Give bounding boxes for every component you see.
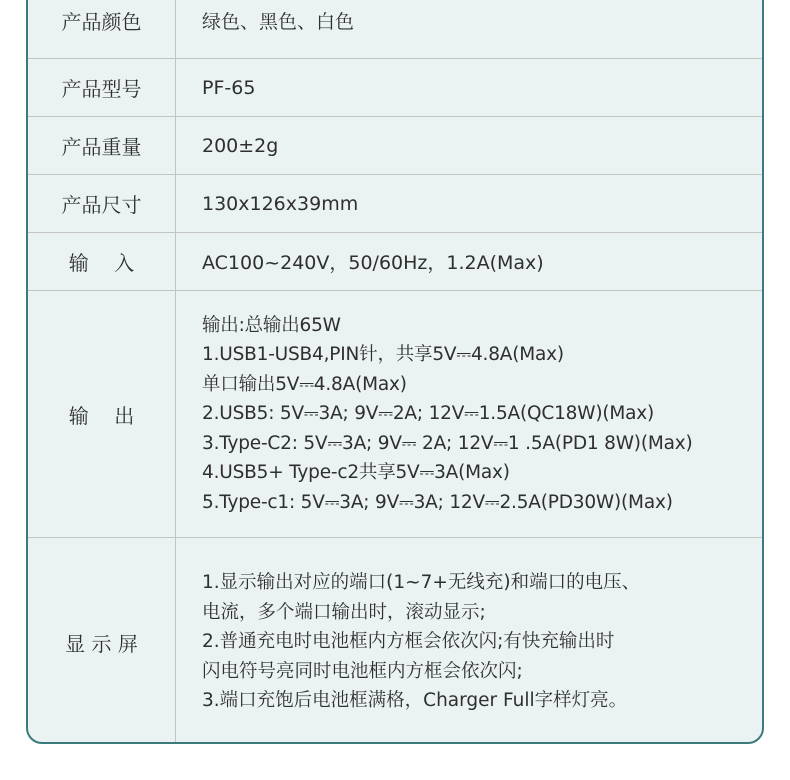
row-output: [28, 291, 762, 538]
value-size: 130x126x39mm: [202, 192, 359, 215]
output-line: 2.USB5: 5V⎓3A; 9V⎓2A; 12V⎓1.5A(QC18W)(Max): [202, 403, 655, 425]
output-line: 4.USB5+ Type-c2共享5V⎓3A(Max): [202, 462, 510, 484]
output-line: 1.USB1-USB4,PIN针，共享5V⎓4.8A(Max): [202, 344, 564, 366]
display-line: 1.显示输出对应的端口(1~7+无线充)和端口的电压、: [202, 572, 641, 594]
value-output: [202, 291, 754, 537]
value-color: 绿色、黑色、白色: [202, 10, 355, 33]
value-weight: 200±2g: [202, 134, 279, 157]
label-display: 显 示 屏: [65, 631, 138, 656]
output-line: 单口输出5V⎓4.8A(Max): [202, 373, 407, 395]
row-model: [28, 59, 762, 117]
output-line: 5.Type-c1: 5V⎓3A; 9V⎓3A; 12V⎓2.5A(PD30W)(Max): [202, 491, 673, 513]
output-line: 输出:总输出65W: [202, 314, 341, 336]
label-weight: 产品重量: [61, 135, 142, 159]
row-weight: [28, 117, 762, 175]
row-color: [28, 0, 762, 59]
row-display: [28, 538, 762, 744]
label-input: 输 入: [68, 251, 135, 275]
row-size: [28, 175, 762, 233]
value-display: [202, 538, 754, 744]
display-line: 3.端口充饱后电池框满格，Charger Full字样灯亮。: [202, 690, 628, 712]
output-line: 3.Type-C2: 5V⎓3A; 9V⎓ 2A; 12V⎓1 .5A(PD1 8W)(Max): [202, 432, 693, 454]
row-input: [28, 233, 762, 291]
display-line: 闪电符号亮同时电池框内方框会依次闪;: [202, 660, 523, 682]
label-output: 输 出: [68, 403, 135, 428]
display-line: 2.普通充电时电池框内方框会依次闪;有快充输出时: [202, 631, 615, 653]
value-input: AC100~240V，50/60Hz，1.2A(Max): [202, 252, 544, 274]
label-size: 产品尺寸: [61, 193, 142, 217]
label-model: 产品型号: [61, 77, 142, 101]
value-model: PF-65: [202, 76, 256, 99]
spec-table: [26, 0, 764, 744]
display-line: 电流，多个端口输出时，滚动显示;: [202, 601, 486, 623]
label-color: 产品颜色: [61, 9, 142, 34]
